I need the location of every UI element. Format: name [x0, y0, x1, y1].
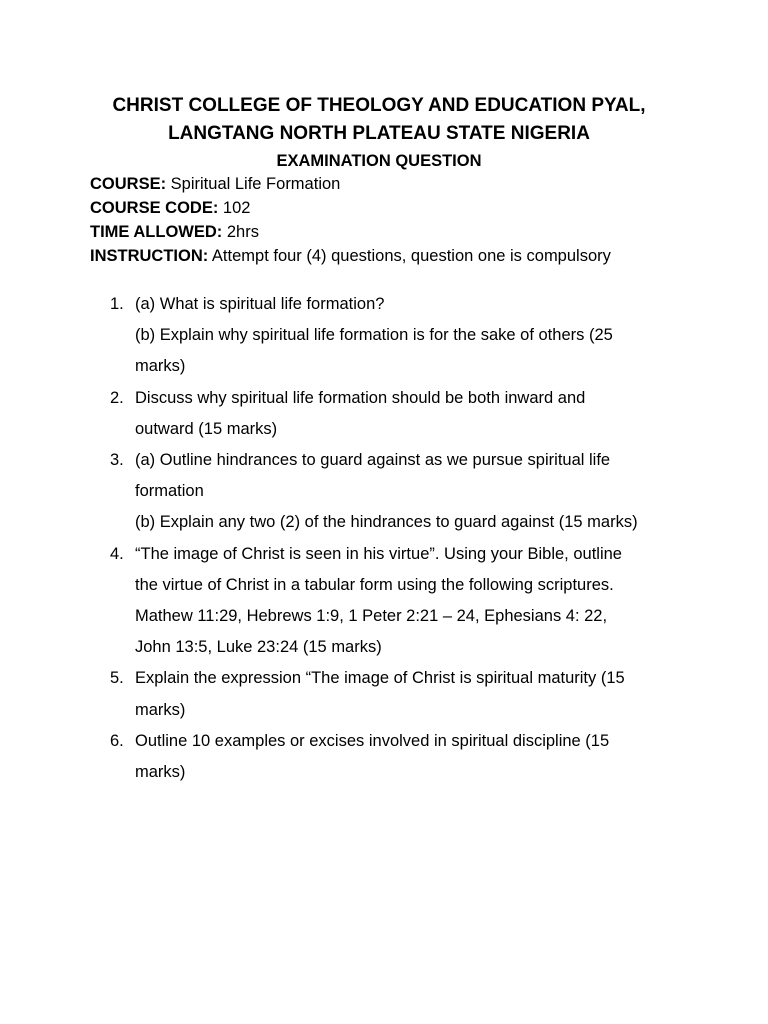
question-text-line: formation: [135, 482, 204, 501]
question-text-line: “The image of Christ is seen in his virtue”. Using your Bible, outline: [135, 544, 622, 563]
instruction-row: [90, 244, 688, 268]
course-label: COURSE:: [90, 175, 167, 193]
question-item: [90, 539, 688, 664]
question-list: [90, 289, 688, 788]
question-number: 6.: [110, 731, 124, 750]
question-number: 3.: [110, 451, 124, 470]
question-number: 5.: [110, 669, 124, 688]
question-text-line: marks): [135, 700, 186, 719]
question-number: 2.: [110, 388, 124, 407]
question-text-line: Mathew 11:29, Hebrews 1:9, 1 Peter 2:21 – 24, Ephesians 4: 22,: [135, 607, 608, 626]
question-text-line: (b) Explain any two (2) of the hindrances to guard against (15 marks): [135, 513, 638, 532]
question-item: [90, 289, 688, 383]
course-code-row: [90, 196, 688, 220]
course-code-value: 102: [218, 199, 251, 217]
question-number: 4.: [110, 544, 124, 563]
question-text-line: marks): [135, 763, 186, 782]
question-text-line: (a) Outline hindrances to guard against as we pursue spiritual life: [135, 451, 611, 470]
question-text-line: marks): [135, 357, 186, 376]
question-text-line: Outline 10 examples or excises involved in spiritual discipline (15: [135, 731, 610, 750]
question-text-line: John 13:5, Luke 23:24 (15 marks): [135, 638, 382, 657]
question-text-line: Discuss why spiritual life formation should be both inward and: [135, 388, 586, 407]
question-text-line: the virtue of Christ in a tabular form using the following scriptures.: [135, 575, 614, 594]
question-item: [90, 663, 688, 725]
question-number: 1.: [110, 295, 124, 313]
instruction-label: INSTRUCTION:: [90, 247, 209, 265]
exam-title: EXAMINATION QUESTION: [276, 152, 482, 170]
time-allowed-value: 2hrs: [222, 223, 259, 241]
institution-name-line-1: CHRIST COLLEGE OF THEOLOGY AND EDUCATION PYAL,: [112, 95, 646, 116]
question-item: [90, 726, 688, 788]
course-value: Spiritual Life Formation: [166, 175, 341, 193]
institution-name: [80, 92, 678, 148]
institution-name-line-2: LANGTANG NORTH PLATEAU STATE NIGERIA: [168, 123, 590, 144]
question-item: [90, 445, 688, 539]
question-text-line: outward (15 marks): [135, 419, 278, 438]
course-details: [90, 172, 688, 268]
course-row: [90, 172, 688, 196]
question-text-line: (a) What is spiritual life formation?: [135, 295, 385, 313]
question-text-line: Explain the expression “The image of Christ is spiritual maturity (15: [135, 669, 625, 688]
time-allowed-row: [90, 220, 688, 244]
question-item: [90, 383, 688, 445]
time-allowed-label: TIME ALLOWED:: [90, 223, 223, 241]
instruction-value: Attempt four (4) questions, question one is compulsory: [208, 247, 611, 265]
question-text-line: (b) Explain why spiritual life formation is for the sake of others (25: [135, 326, 613, 345]
course-code-label: COURSE CODE:: [90, 199, 219, 217]
